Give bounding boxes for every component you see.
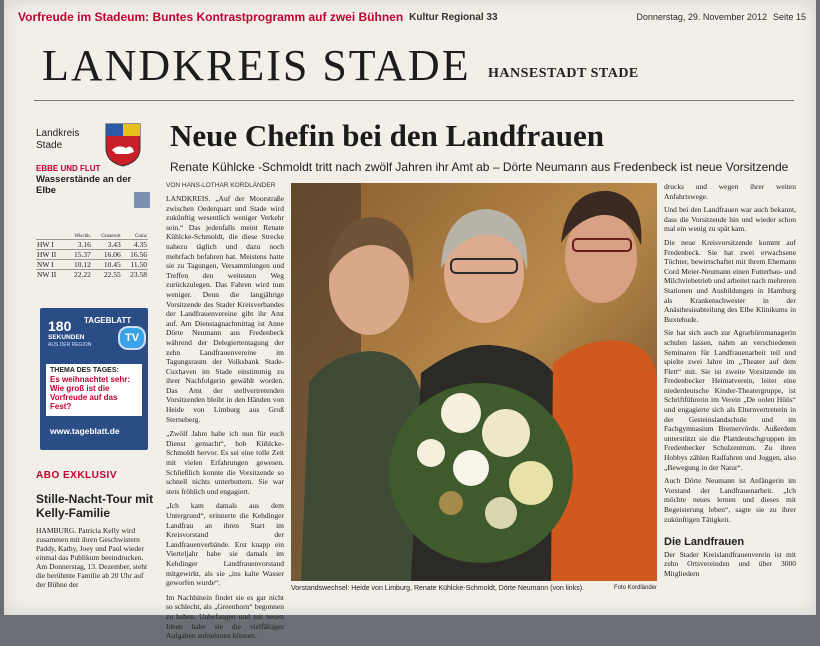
article-paragraph: Sie hat sich auch zur Agrarbüromanagerin schulen lassen, nahm an verschiedenen Seminaren für Landfrauenarbeit teil und spielte zwei Jahre im „Theater auf dem Flett“ mit. Sie ist zweite Vorsitzende im Fredenbecker Heimatverein, leitet eine niederdeutsche Kinder-Theatergruppe, ist Schriftführerin im Verein „De oolen Hüüs“ und engagierte sich als Elternvertreterin in der Gesteinslandschule und im Fachgymnasium Bremervörde. Außerdem unterstützt sie die Plattdeutschgruppen im Fredenbecker Schulzentrum. Zu ihren Hobbys zählen Radfahren und Joggen, also „Bewegung in der Natur“. (664, 328, 796, 472)
page-header-bar (18, 6, 806, 28)
article-paragraph: Auch Dörte Neumann ist Anfängerin im Vorstand der Landfrauenarbeit. „Ich möchte neues lernen und dieses mit Begeisterung leben“, sagte sie zu ihrer zukünftigen Tätigkeit. (664, 476, 796, 524)
district-label: Landkreis Stade (36, 128, 80, 151)
photo-illustration (291, 183, 657, 581)
article-paragraph: LANDKREIS. „Auf der Moorstraße zwischen Oederquart und Stade wird zukünftig wesentlich weniger Verkehr sein.“ Das jedenfalls meint Renate Kühlcke-Schmoldt, die diese Strecke nahezu täglich und dazu noch mehrfach befahren hat. Meistens hatte sie zu Tagungen, Versammlungen und Treffen den weitesten Weg zurückzulegen. Das Fahren wird nun weniger. Denn die langjährige Vorsitzende des Stader Kreisverbandes der Landfrauenvereine gibt ihr Amt auf. Am Dienstagnachmittag ist Anne Dörte Neumann aus Fredenbeck während der Delegiertentagung der zehn Landfrauenvereine im Tagungsraum der Volksbank Stade-Cuxhaven im Stade einstimmig zu ihrer Nachfolgerin gewählt worden. Das Amt der stellvertretenden Vorsitzenden bleibt in den Händen von Heide von Limburg aus Groß Sterneberg. (166, 194, 284, 424)
tv-brand: TAGEBLATT (84, 316, 132, 325)
masthead-subtitle: HANSESTADT STADE (488, 66, 639, 81)
abo-text: HAMBURG. Patricia Kelly wird zusammen mit ihren Geschwistern Paddy, Kathy, Joey und Paul wieder einmal das Publikum beeindrucken. Am Donnerstag, 13. Dezember, steht die berühmte Familie ab 20 Uhr auf der Bühne der (36, 526, 148, 589)
article-column-1 (166, 194, 284, 646)
tide-icon (134, 192, 150, 208)
tv-promo-box[interactable] (40, 308, 148, 450)
newspaper-page (4, 0, 816, 641)
abo-heading: ABO EXKLUSIV (36, 470, 118, 481)
tv-topic-text: Es weihnachtet sehr: Wie groß ist die Vorfreude auf das Fest? (50, 375, 131, 411)
abo-title: Stille-Nacht-Tour mit Kelly-Familie (36, 492, 154, 520)
header-kicker: Vorfreude im Stadeum: Buntes Kontrastprogramm auf zwei Bühnen (18, 10, 404, 24)
article-paragraph: „Zwölf Jahre habe ich nun für euch Dienst gemacht“, hob Kühlcke-Schmoldt hervor. Es sei eine tolle Zeit mit vielen Erfahrungen gewesen. Schließlich konnte die Vorsitzende so schnell nichts unterbuttern. Sie war stets fröhlich und engagiert. (166, 429, 284, 496)
article-paragraph: Die neue Kreisvorsitzende kommt auf Fredenbeck. Sie hat zwei erwachsene Töchter, bewirtschaftet mit ihrem Ehemann Cord Meier-Neumann einen Futterbau- und Milchviebetrieb und arbeitet nach mehreren Stationen und Ausbildungen in Hamburg als Krankenschwester in der Anästhesieabteilung des Elbe Klinikums in Buxtehude. (664, 237, 796, 324)
article-photo (291, 183, 657, 581)
tide-row: HW II 15.37 16.06 16.56 (37, 250, 147, 259)
tv-seconds-label: SEKUNDEN (48, 334, 85, 341)
article-paragraph: „Ich kam damals aus dem Untergrund“, erinnerte die Kehdinger Landfrau an ihren Start im Kreisvorstand der Landfrauenverbände. Erst knapp ein Vierteljahr habe sie damals im Kehdinger Landfrauenvorstand mitgewirkt, als sie „ins kalte Wasser geworfen wurde“. (166, 501, 284, 588)
tide-table (36, 234, 148, 279)
tide-title: Wasserstände an der Elbe (36, 174, 132, 196)
tide-row: NW II 22.22 22.55 23.58 (37, 270, 147, 279)
photo-credit: Foto Kordländer (613, 585, 657, 591)
article-deck: Renate Kühlcke -Schmoldt tritt nach zwölf Jahren ihr Amt ab – Dörte Neumann aus Fredenbeck ist neue Vorsitzende (170, 160, 789, 174)
tv-badge-icon: TV (118, 326, 146, 350)
tide-col-header: Wischh. (74, 234, 91, 239)
tide-col-header: Grauerort (101, 234, 121, 239)
tv-seconds-number: 180 (48, 318, 72, 334)
tide-heading: EBBE UND FLUT (36, 164, 101, 173)
article-paragraph: drucks und wegen ihrer weiten Anfahrtswege. (664, 182, 796, 201)
photo-caption (291, 585, 657, 592)
tv-topic-heading: THEMA DES TAGES: (50, 367, 119, 374)
coat-of-arms-icon (104, 122, 142, 168)
masthead-rule (34, 100, 794, 101)
article-paragraph: Im Nachhinein findet sie es gar nicht so schlecht, als „Greenhorn“ begonnen zu haben. Unbefangen und mit neuen Ideen habe sie die vielfältigen Aufgaben aufnehmen können. (166, 592, 284, 641)
masthead-title: LANDKREIS STADE (42, 41, 471, 90)
header-date: Donnerstag, 29. November 2012 (636, 12, 767, 22)
tv-region-label: AUS DER REGION (48, 342, 92, 348)
tv-url-link[interactable]: www.tageblatt.de (50, 426, 120, 436)
article-paragraph: Und bei den Landfrauen war auch bekannt, dass die Vorsitzende hin und wieder schon mal ein wenig zu spät kam. (664, 205, 796, 234)
tide-row: HW I 3.16 3.43 4.35 (37, 240, 147, 249)
caption-text: Vorstandswechsel: Heide von Limburg, Renate Kühlcke-Schmoldt, Dörte Neumann (von links). (291, 585, 584, 592)
article-byline: VON HANS-LOTHAR KORDLÄNDER (166, 182, 276, 189)
infobox-text: Der Stader Kreislandfrauenverein ist mit zehn Ortsvereinden und über 3000 Mitgliedern (664, 549, 796, 578)
header-section: Kultur Regional 33 (409, 11, 498, 23)
article-column-3 (664, 182, 796, 583)
header-page-number: Seite 15 (772, 12, 806, 22)
tide-row: NW I 10.12 10.45 11.50 (37, 260, 147, 269)
article-headline: Neue Chefin bei den Landfrauen (170, 118, 605, 153)
infobox-heading: Die Landfrauen (664, 536, 745, 549)
tv-topic-box (46, 364, 142, 416)
tide-col-header: Cranz (135, 234, 147, 239)
